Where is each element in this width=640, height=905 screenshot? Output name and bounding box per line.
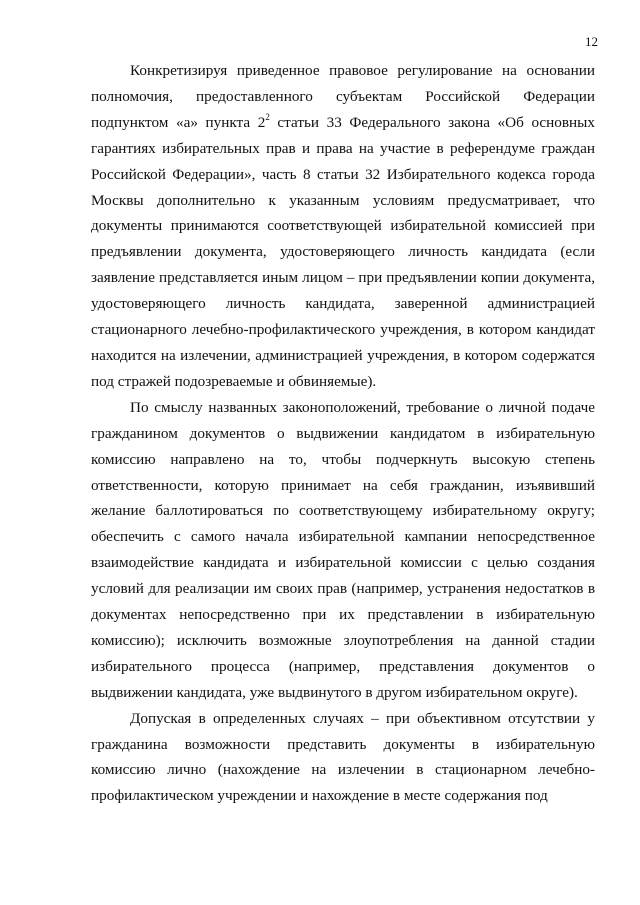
superscript-index: 2 (265, 111, 270, 122)
paragraph-1-text-start: Конкретизируя приведенное правовое регулирование на основании полномочия, предоставленного субъектам Российской Федерации подпунктом «а» пункта 2 (91, 62, 595, 131)
paragraph-3: Допуская в определенных случаях – при объективном отсутствии у гражданина возможности представить документы в избирательную комиссию лично (нахождение на излечении в стационарном лечебно-профилактическом учреждении и нахождение в месте содержания под (91, 709, 595, 805)
body-text (91, 58, 595, 809)
page-number: 12 (585, 34, 598, 49)
paragraph-2: По смыслу названных законоположений, требование о личной подаче гражданином документов о выдвижении кандидатом в избирательную комиссию направлено на то, чтобы подчеркнуть высокую степень ответственности, которую принимает на себя гражданин, изъявивший желание баллотироваться по соответствующему избирательному округу; обеспечить с самого начала избирательной кампании непосредственное взаимодействие кандидата и избирательной комиссии с целью создания условий для реализации им своих прав (например, устранения недостатков в документах непосредственно при их представлении в избирательную комиссию); исключить возможные злоупотребления на данной стадии избирательного процесса (например, представления документов о выдвижении кандидата, уже выдвинутого в другом избирательном округе). (91, 398, 595, 701)
paragraph-1-text-end: статьи 33 Федерального закона «Об основных гарантиях избирательных прав и права на участие в референдуме граждан Российской Федерации», часть 8 статьи 32 Избирательного кодекса города Москвы дополнительно к указанным условиям предусматривает, что документы принимаются соответствующей избирательной комиссией при предъявлении документа, удостоверяющего личность кандидата (если заявление представляется иным лицом – при предъявлении копии документа, удостоверяющего личность кандидата, заверенной администрацией стационарного лечебно-профилактического учреждения, в котором кандидат находится на излечении, администрацией учреждения, в котором содержатся под стражей подозреваемые и обвиняемые). (91, 113, 595, 390)
paragraph-1 (91, 58, 595, 395)
